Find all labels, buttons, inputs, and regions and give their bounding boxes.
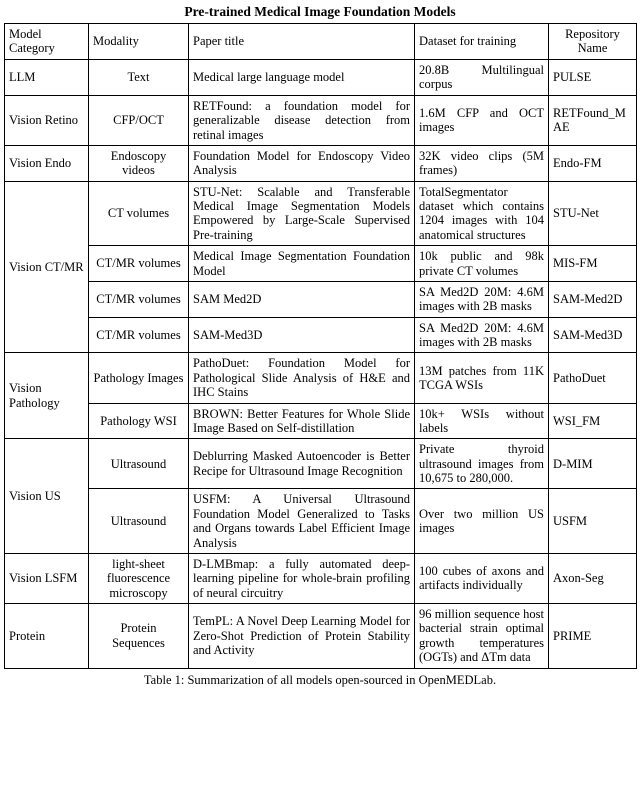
cell-paper-title: Foundation Model for Endoscopy Video Analysis bbox=[189, 145, 415, 181]
cell-dataset: Over two million US images bbox=[415, 489, 549, 554]
cell-repository: Endo-FM bbox=[549, 145, 637, 181]
models-table bbox=[4, 23, 637, 669]
header-paper-title: Paper title bbox=[189, 23, 415, 60]
cell-dataset: 10k public and 98k private CT volumes bbox=[415, 246, 549, 282]
cell-dataset: 96 million sequence host bacterial strain optimal growth temperatures (OGTs) and ΔTm data bbox=[415, 604, 549, 669]
table-row bbox=[5, 439, 637, 489]
cell-dataset: 1.6M CFP and OCT images bbox=[415, 95, 549, 145]
cell-repository: SAM-Med2D bbox=[549, 281, 637, 317]
cell-repository: D-MIM bbox=[549, 439, 637, 489]
table-row bbox=[5, 353, 637, 403]
header-model-category: Model Category bbox=[5, 23, 89, 60]
header-row bbox=[5, 23, 637, 60]
cell-modality: Protein Sequences bbox=[89, 604, 189, 669]
cell-category: Vision LSFM bbox=[5, 553, 89, 603]
cell-dataset: 13M patches from 11K TCGA WSIs bbox=[415, 353, 549, 403]
table-row bbox=[5, 317, 637, 353]
table-row bbox=[5, 403, 637, 439]
table-row bbox=[5, 604, 637, 669]
cell-dataset: 20.8B Multilingual corpus bbox=[415, 60, 549, 96]
cell-dataset: 32K video clips (5M frames) bbox=[415, 145, 549, 181]
cell-dataset: SA Med2D 20M: 4.6M images with 2B masks bbox=[415, 281, 549, 317]
cell-paper-title: Medical large language model bbox=[189, 60, 415, 96]
cell-modality: CT/MR volumes bbox=[89, 281, 189, 317]
cell-paper-title: BROWN: Better Features for Whole Slide Image Based on Self-distillation bbox=[189, 403, 415, 439]
cell-repository: Axon-Seg bbox=[549, 553, 637, 603]
table-row bbox=[5, 489, 637, 554]
cell-repository: PathoDuet bbox=[549, 353, 637, 403]
cell-repository: MIS-FM bbox=[549, 246, 637, 282]
cell-category: Protein bbox=[5, 604, 89, 669]
cell-modality: CFP/OCT bbox=[89, 95, 189, 145]
table-title: Pre-trained Medical Image Foundation Models bbox=[184, 4, 456, 19]
cell-modality: CT/MR volumes bbox=[89, 317, 189, 353]
cell-paper-title: USFM: A Universal Ultrasound Foundation Model Generalized to Tasks and Organs towards Label Efficient Image Analysis bbox=[189, 489, 415, 554]
table-row bbox=[5, 95, 637, 145]
cell-modality: CT volumes bbox=[89, 181, 189, 246]
header-dataset: Dataset for training bbox=[415, 23, 549, 60]
cell-repository: WSI_FM bbox=[549, 403, 637, 439]
cell-dataset: TotalSegmentator dataset which contains 1204 images with 104 anatomical structures bbox=[415, 181, 549, 246]
cell-modality: Ultrasound bbox=[89, 489, 189, 554]
cell-category: Vision Retino bbox=[5, 95, 89, 145]
cell-paper-title: STU-Net: Scalable and Transferable Medical Image Segmentation Models Empowered by Large-Scale Supervised Pre-training bbox=[189, 181, 415, 246]
cell-paper-title: PathoDuet: Foundation Model for Pathological Slide Analysis of H&E and IHC Stains bbox=[189, 353, 415, 403]
cell-paper-title: TemPL: A Novel Deep Learning Model for Zero-Shot Prediction of Protein Stability and Activity bbox=[189, 604, 415, 669]
cell-modality: Text bbox=[89, 60, 189, 96]
cell-category: Vision Pathology bbox=[5, 353, 89, 439]
table-row bbox=[5, 246, 637, 282]
cell-paper-title: Deblurring Masked Autoencoder is Better Recipe for Ultrasound Image Recognition bbox=[189, 439, 415, 489]
cell-paper-title: D-LMBmap: a fully automated deep-learning pipeline for whole-brain profiling of neural circuitry bbox=[189, 553, 415, 603]
header-repository: Repository Name bbox=[549, 23, 637, 60]
cell-repository: PRIME bbox=[549, 604, 637, 669]
table-row bbox=[5, 145, 637, 181]
cell-dataset: SA Med2D 20M: 4.6M images with 2B masks bbox=[415, 317, 549, 353]
table-row bbox=[5, 281, 637, 317]
table-row bbox=[5, 553, 637, 603]
cell-modality: Endoscopy videos bbox=[89, 145, 189, 181]
cell-modality: Pathology WSI bbox=[89, 403, 189, 439]
table-row bbox=[5, 60, 637, 96]
cell-modality: Ultrasound bbox=[89, 439, 189, 489]
cell-repository: STU-Net bbox=[549, 181, 637, 246]
cell-dataset: Private thyroid ultrasound images from 10,675 to 280,000. bbox=[415, 439, 549, 489]
cell-category: Vision CT/MR bbox=[5, 181, 89, 353]
cell-paper-title: SAM-Med3D bbox=[189, 317, 415, 353]
cell-modality: CT/MR volumes bbox=[89, 246, 189, 282]
cell-paper-title: SAM Med2D bbox=[189, 281, 415, 317]
header-modality: Modality bbox=[89, 23, 189, 60]
cell-repository: USFM bbox=[549, 489, 637, 554]
cell-category: Vision US bbox=[5, 439, 89, 554]
table-caption: Table 1: Summarization of all models open-sourced in OpenMEDLab. bbox=[143, 672, 497, 687]
cell-paper-title: RETFound: a foundation model for generalizable disease detection from retinal images bbox=[189, 95, 415, 145]
cell-dataset: 10k+ WSIs without labels bbox=[415, 403, 549, 439]
cell-repository: PULSE bbox=[549, 60, 637, 96]
cell-modality: light-sheet fluorescence microscopy bbox=[89, 553, 189, 603]
cell-repository: SAM-Med3D bbox=[549, 317, 637, 353]
cell-modality: Pathology Images bbox=[89, 353, 189, 403]
table-row bbox=[5, 181, 637, 246]
cell-category: LLM bbox=[5, 60, 89, 96]
cell-repository: RETFound_MAE bbox=[549, 95, 637, 145]
cell-dataset: 100 cubes of axons and artifacts individually bbox=[415, 553, 549, 603]
cell-paper-title: Medical Image Segmentation Foundation Model bbox=[189, 246, 415, 282]
cell-category: Vision Endo bbox=[5, 145, 89, 181]
